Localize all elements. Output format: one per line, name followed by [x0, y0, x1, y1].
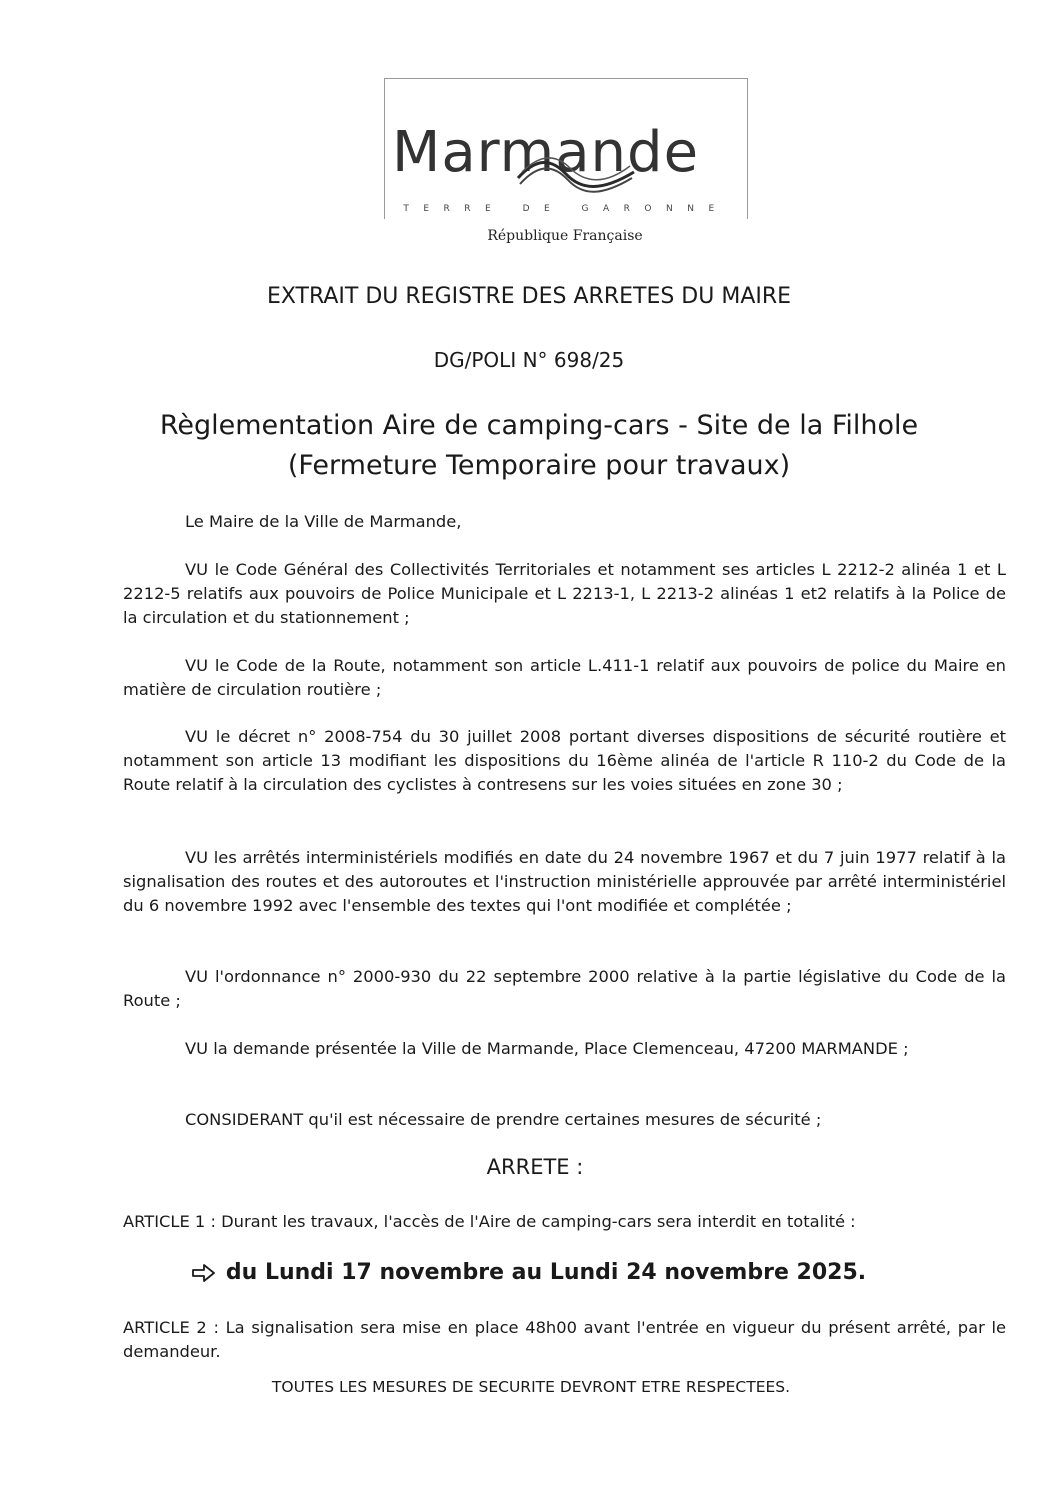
arrete-heading: ARRETE : [486, 1155, 584, 1179]
article-1: ARTICLE 1 : Durant les travaux, l'accès de l'Aire de camping-cars sera interdit en totalité : [123, 1212, 856, 1231]
vu-paragraph-4: VU les arrêtés interministériels modifiés en date du 24 novembre 1967 et du 7 juin 1977 relatif à la signalisation des routes et des autoroutes et l'instruction ministérielle approuvée par arrêté interministériel du 6 novembre 1992 avec l'ensemble des textes qui l'ont modifiée et complétée ; [123, 848, 1006, 915]
reference-number: DG/POLI N° 698/25 [433, 348, 625, 372]
vu-paragraph-3: VU le décret n° 2008-754 du 30 juillet 2008 portant diverses dispositions de sécurité routière et notamment son article 13 modifiant les dispositions du 16ème alinéa de l'article R 110-2 du Code de la Route relatif à la circulation des cyclistes à contresens sur les voies situées en zone 30 ; [123, 727, 1006, 794]
security-notice: TOUTES LES MESURES DE SECURITE DEVRONT ETRE RESPECTEES. [271, 1378, 791, 1396]
date-range-text: du Lundi 17 novembre au Lundi 24 novembre 2025. [225, 1260, 867, 1285]
right-arrow-icon [192, 1264, 216, 1282]
document-title-line2: (Fermeture Temporaire pour travaux) [287, 450, 791, 481]
vu-paragraph-2: VU le Code de la Route, notamment son article L.411-1 relatif aux pouvoirs de police du Maire en matière de circulation routière ; [123, 656, 1006, 699]
maire-paragraph: Le Maire de la Ville de Marmande, [185, 512, 462, 531]
logo-tagline: TERRE DE GARONNE [403, 204, 729, 214]
date-range-line [0, 1260, 1058, 1285]
republic-label: République Française [487, 228, 643, 244]
article-2: ARTICLE 2 : La signalisation sera mise en place 48h00 avant l'entrée en vigueur du présent arrêté, par le demandeur. [123, 1318, 1006, 1361]
vu-paragraph-5: VU l'ordonnance n° 2000-930 du 22 septembre 2000 relative à la partie législative du Code de la Route ; [123, 967, 1006, 1010]
document-title-line1: Règlementation Aire de camping-cars - Site de la Filhole [159, 410, 919, 441]
considerant-paragraph: CONSIDERANT qu'il est nécessaire de prendre certaines mesures de sécurité ; [185, 1110, 822, 1129]
vu-paragraph-6: VU la demande présentée la Ville de Marmande, Place Clemenceau, 47200 MARMANDE ; [185, 1039, 909, 1058]
extract-heading: EXTRAIT DU REGISTRE DES ARRETES DU MAIRE [266, 284, 792, 309]
vu-paragraph-1: VU le Code Général des Collectivités Territoriales et notamment ses articles L 2212-2 alinéa 1 et L 2212-5 relatifs aux pouvoirs de Police Municipale et L 2213-1, L 2213-2 alinéas 1 et2 relatifs à la Police de la circulation et du stationnement ; [123, 560, 1006, 627]
wave-icon [516, 148, 636, 196]
logo-name: Marmande [392, 120, 700, 185]
